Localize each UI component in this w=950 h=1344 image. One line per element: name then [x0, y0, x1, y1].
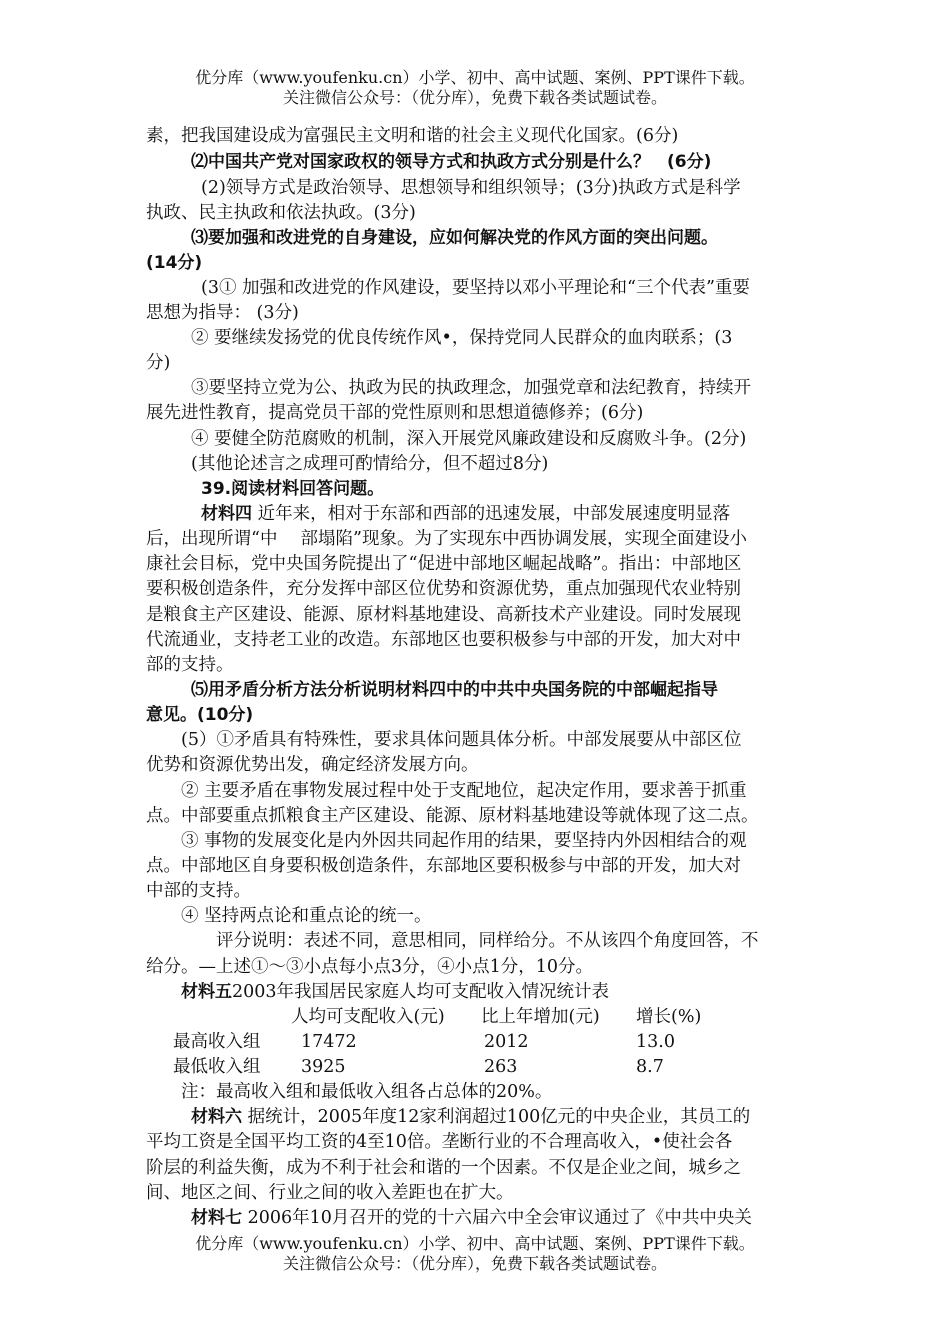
text-line: ③要坚持立党为公、执政为民的执政理念，加强党章和法纪教育，持续开: [191, 378, 751, 398]
text-line: (5）①矛盾具有特殊性，要求具体问题具体分析。中部发展要从中部区位: [181, 730, 742, 750]
material-7-text: 2006年10月召开的党的十六届六中全会审议通过了《中共中央关: [247, 1208, 752, 1228]
text-line: 要积极创造条件，充分发挥中部区位优势和资源优势，重点加强现代农业特别: [146, 579, 741, 599]
material-7-first-line: [191, 1206, 752, 1230]
text-line: 思想为指导： (3分): [146, 303, 299, 323]
text-line: ② 主要矛盾在事物发展过程中处于支配地位，起决定作用，要求善于抓重: [181, 781, 747, 801]
text-line: (其他论述言之成理可酌情给分，但不超过8分): [191, 454, 549, 474]
text-line: ④ 要健全防范腐败的机制，深入开展党风廉政建设和反腐败斗争。(2分): [191, 429, 747, 449]
question-2: ⑵中国共产党对国家政权的领导方式和执政方式分别是什么？ (6分): [191, 152, 712, 172]
footer-line-2: 关注微信公众号：（优分库），免费下载各类试题试卷。: [282, 1254, 667, 1273]
text-line: ③ 事物的发展变化是内外因共同起作用的结果，要坚持内外因相结合的观: [181, 831, 747, 851]
material-6-first-line: [191, 1105, 750, 1129]
table-cell: 3925: [301, 1057, 346, 1077]
table-header: 人均可支配收入(元): [291, 1007, 445, 1027]
text-line: 阶层的利益失衡，成为不利于社会和谐的一个因素。不仅是企业之间，城乡之: [146, 1158, 741, 1178]
text-line: 点。中部要重点抓粮食主产区建设、能源、原材料基地建设等就体现了这二点。: [146, 806, 759, 826]
table-cell: 17472: [301, 1032, 357, 1052]
material-5-title: [181, 980, 609, 1004]
question-39: 39.阅读材料回答问题。: [201, 479, 385, 499]
text-line: 后，出现所谓“中 部塌陷”现象。为了实现东中西协调发展，实现全面建设小: [146, 529, 747, 549]
material-6-text: 据统计，2005年度12家利润超过100亿元的中央企业，其员工的: [247, 1107, 751, 1127]
text-line: ④ 坚持两点论和重点论的统一。: [181, 906, 432, 926]
text-line: 分): [146, 353, 171, 373]
header-line-1: 优分库（www.youfenku.cn）小学、初中、高中试题、案例、PPT课件下载。: [195, 68, 755, 87]
material-5-label: 材料五: [181, 982, 232, 1002]
text-line: (2)领导方式是政治领导、思想领导和组织领导；(3分)执政方式是科学: [201, 178, 741, 198]
question-5-points: 意见。(10分): [146, 705, 254, 725]
material-4-label: 材料四: [201, 504, 252, 524]
table-header: 增长(%): [636, 1007, 702, 1027]
table-cell: 13.0: [636, 1032, 675, 1052]
question-3: ⑶要加强和改进党的自身建设，应如何解决党的作风方面的突出问题。: [191, 228, 718, 248]
table-cell: 263: [484, 1057, 518, 1077]
text-line: 执政、民主执政和依法执政。(3分): [146, 203, 416, 223]
text-line: 素，把我国建设成为富强民主文明和谐的社会主义现代化国家。(6分): [146, 126, 679, 146]
table-note: 注：最高收入组和最低收入组各占总体的20%。: [181, 1082, 553, 1102]
table-cell: 最低收入组: [173, 1057, 261, 1077]
text-line: 康社会目标，党中央国务院提出了“促进中部地区崛起战略”。指出：中部地区: [146, 554, 742, 574]
text-line: 代流通业，支持老工业的改造。东部地区也要积极参与中部的开发，加大对中: [146, 630, 741, 650]
header-line-2: 关注微信公众号：（优分库），免费下载各类试题试卷。: [282, 88, 667, 107]
table-cell: 2012: [484, 1032, 529, 1052]
footer-line-1: 优分库（www.youfenku.cn）小学、初中、高中试题、案例、PPT课件下载。: [195, 1234, 755, 1253]
material-4-first-line: [201, 502, 730, 526]
question-5: ⑸用矛盾分析方法分析说明材料四中的中共中央国务院的中部崛起指导: [191, 680, 718, 700]
text-line: 展先进性教育，提高党员干部的党性原则和思想道德修养；(6分): [146, 403, 644, 423]
material-7-label: 材料七: [191, 1208, 242, 1228]
text-line: 优势和资源优势出发，确定经济发展方向。: [146, 755, 479, 775]
question-3-points: (14分): [146, 253, 203, 273]
material-6-label: 材料六: [191, 1107, 242, 1127]
text-line: 平均工资是全国平均工资的4至10倍。垄断行业的不合理高收入，•使社会各: [146, 1132, 733, 1152]
table-cell: 最高收入组: [173, 1032, 261, 1052]
text-line: 给分。—上述①～③小点每小点3分，④小点1分，10分。: [146, 957, 594, 977]
table-cell: 8.7: [636, 1057, 664, 1077]
material-4-text: 近年来，相对于东部和西部的迅速发展，中部发展速度明显落: [257, 504, 731, 524]
text-line: ② 要继续发扬党的优良传统作风•，保持党同人民群众的血肉联系；(3: [191, 328, 733, 348]
table-header: 比上年增加(元): [481, 1007, 600, 1027]
material-5-caption: 2003年我国居民家庭人均可支配收入情况统计表: [232, 982, 610, 1002]
text-line: 评分说明：表述不同，意思相同，同样给分。不从该四个角度回答，不: [216, 931, 759, 951]
text-line: 间、地区之间、行业之间的收入差距也在扩大。: [146, 1183, 514, 1203]
text-line: 中部的支持。: [146, 881, 251, 901]
text-line: 部的支持。: [146, 655, 234, 675]
text-line: (3① 加强和改进党的作风建设，要坚持以邓小平理论和“三个代表”重要: [201, 278, 750, 298]
text-line: 点。中部地区自身要积极创造条件，东部地区要积极参与中部的开发，加大对: [146, 856, 741, 876]
text-line: 是粮食主产区建设、能源、原材料基地建设、高新技术产业建设。同时发展现: [146, 605, 741, 625]
